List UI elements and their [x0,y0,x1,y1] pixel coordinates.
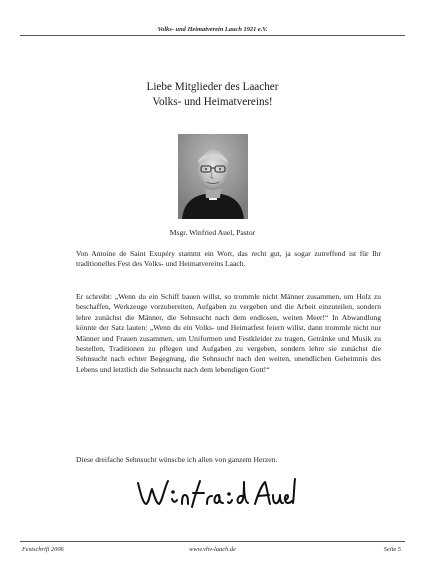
photo-caption: Msgr. Winfried Auel, Pastor [169,228,256,237]
body-paragraph-1: Von Antoine de Saint Exupéry stammt ein Wort, das recht gut, ja sogar zutreffend ist für Ihr traditionelles Fest des Volks- und Heimatvereins Laach. [76,249,381,269]
header-divider [20,35,405,36]
page-title [0,80,425,110]
footer-page-number: Seite 5 [383,546,401,553]
portrait-photo [178,134,248,219]
body-paragraph-2: Er schreibt: „Wenn du ein Schiff bauen willst, so trommle nicht Männer zusammen, um Holz zu beschaffen, Werkzeuge vorzubereiten, Aufgaben zu vergeben und die Arbeit einzuteilen, sondern lehre zunächst die Männer, die Sehnsucht nach dem endlosen, weiten Meer!“ In Abwandlung könnte der Satz lauten: „Wenn du ein Volks- und Heimatfest feiern willst, dann trommle nicht nur Männer und Frauen zusammen, um Uniformen und Festkleider zu tragen, Getränke und Musik zu bestellen, Traditionen zu pflegen und Aufgaben zu vergeben, sondern lehre sie zunächst die Sehnsucht nach echter Begegnung, die Sehnsucht nach den weiten, unendlichen Geheimnis des Lebens und letztlich die Sehnsucht nach dem lebendigen Gott!“ [76,292,381,374]
footer-divider [20,541,405,542]
footer-publication: Festschrift 2006 [22,546,64,553]
title-line-1: Liebe Mitglieder des Laacher [146,81,279,93]
signature-image [132,473,297,513]
handwritten-signature [132,473,297,513]
body-paragraph-3: Diese dreifache Sehnsucht wünsche ich allen von ganzem Herzen. [76,455,278,464]
footer-website: www.vhv-laach.de [189,546,236,553]
title-line-2: Volks- und Heimatvereins! [152,96,273,108]
page-header: Volks- und Heimatverein Lauch 1921 e.V. [157,26,268,33]
portrait-image [178,134,248,219]
